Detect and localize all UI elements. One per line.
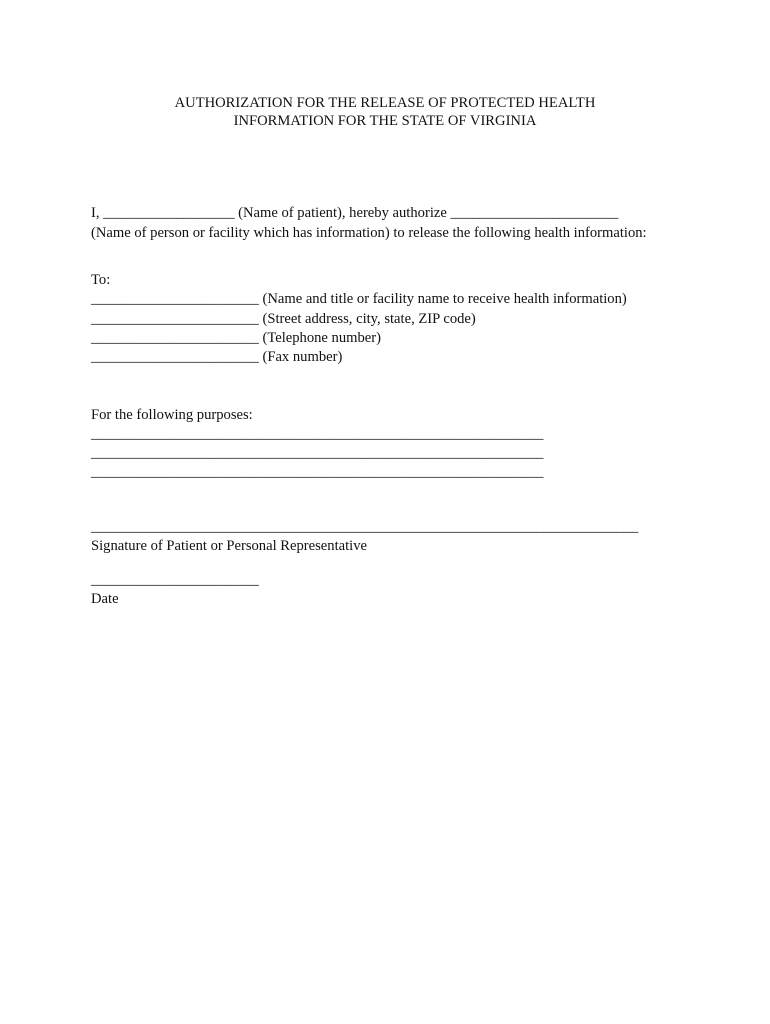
form-title-line-2: INFORMATION FOR THE STATE OF VIRGINIA xyxy=(233,113,537,129)
purposes-label: For the following purposes: xyxy=(91,407,253,423)
signature-label: Signature of Patient or Personal Representative xyxy=(91,538,367,554)
purpose-line: ______________________________________________________________ xyxy=(91,445,544,461)
date-label: Date xyxy=(91,591,119,607)
signature-line: ___________________________________________________________________________ xyxy=(91,519,639,535)
recipient-fax-field: _______________________ (Fax number) xyxy=(91,349,343,365)
patient-authorization-statement: I, __________________ (Name of patient), hereby authorize _______________________ xyxy=(91,205,619,221)
release-information-statement: (Name of person or facility which has information) to release the following health information: xyxy=(91,225,647,241)
recipient-address-field: _______________________ (Street address, city, state, ZIP code) xyxy=(91,311,476,327)
date-line: _______________________ xyxy=(91,572,259,588)
recipient-telephone-field: _______________________ (Telephone number) xyxy=(91,330,381,346)
form-title-line-1: AUTHORIZATION FOR THE RELEASE OF PROTECTED HEALTH xyxy=(174,95,596,111)
to-label: To: xyxy=(91,272,111,288)
purpose-line: ______________________________________________________________ xyxy=(91,426,544,442)
recipient-name-field: _______________________ (Name and title or facility name to receive health information) xyxy=(91,291,627,307)
purpose-line: ______________________________________________________________ xyxy=(91,464,544,480)
